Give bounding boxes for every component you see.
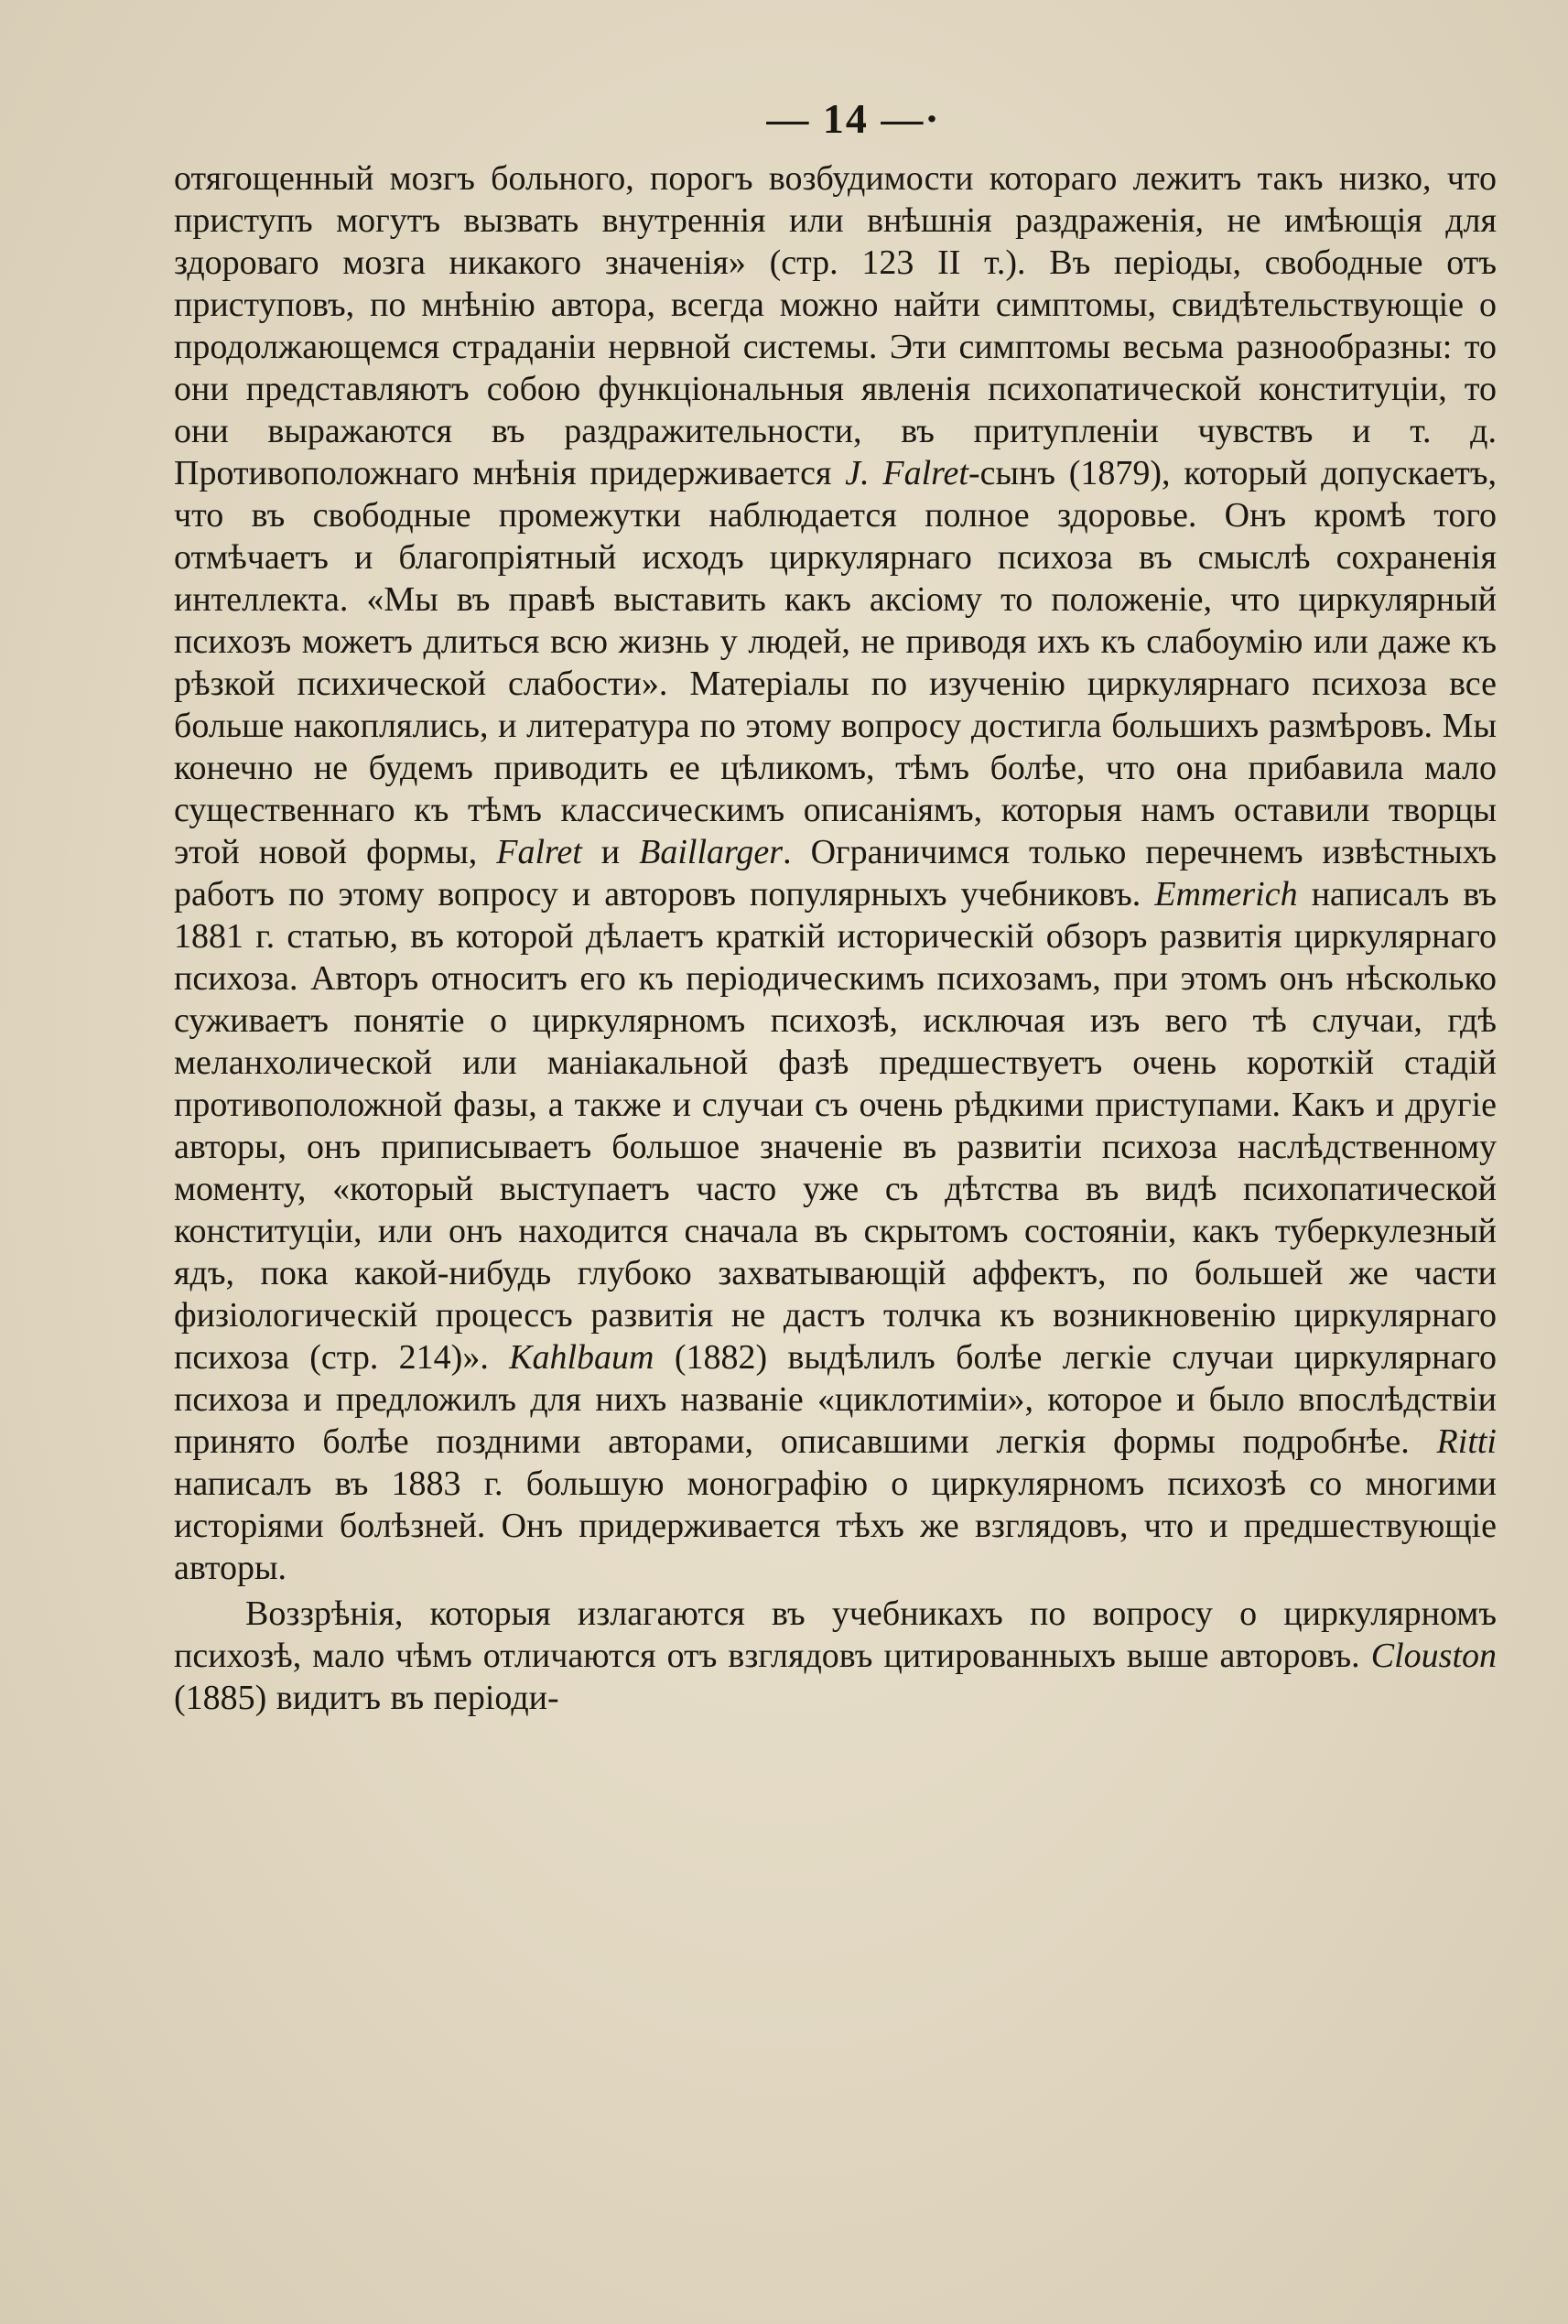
author-name: Falret [496, 833, 582, 871]
author-name: J. Falret [845, 454, 968, 492]
author-name: Emmerich [1154, 875, 1298, 913]
text-run: -сынъ (1879), который допускаетъ, что въ свободные промежутки наблюдается полное здоровье. Онъ кромѣ того отмѣчаетъ и благопріятный исходъ циркулярнаго психоза въ смыслѣ сохраненія интеллекта. «Мы въ правѣ выставить какъ аксіому то положеніе, что циркулярный психозъ можетъ длиться всю жизнь у людей, не приводя ихъ къ слабоумію или даже къ рѣзкой психической слабости». Матеріалы по изученію циркулярнаго психоза все больше накоплялись, и литература по этому вопросу достигла большихъ размѣровъ. Мы конечно не будемъ приводить ее цѣликомъ, тѣмъ болѣе, что она прибавила мало существеннаго къ тѣмъ классическимъ описаніямъ, которыя намъ оставили творцы этой новой формы, [174, 454, 1497, 871]
text-run: отягощенный мозгъ больного, порогъ возбудимости котораго лежитъ такъ низко, что приступъ могутъ вызвать внутреннія или внѣшнія раздраженія, не имѣющія для здороваго мозга никакого значенія» (стр. 123 II т.). Въ періоды, свободные отъ приступовъ, по мнѣнію автора, всегда можно найти симптомы, свидѣтельствующіе о продолжающемся страданіи нервной системы. Эти симптомы весьма разнообразны: то они представляютъ собою функціональныя явленія психопатической конституціи, то они выражаются въ раздражительности, въ притупленіи чувствъ и т. д. Противоположнаго мнѣнія придерживается [174, 159, 1497, 492]
page-number: — 14 —· [766, 95, 941, 142]
paragraph [174, 157, 1497, 1589]
author-name: Kahlbaum [509, 1338, 654, 1377]
author-name: Ritti [1436, 1422, 1497, 1461]
document-page [174, 92, 1497, 2288]
text-run: написалъ въ 1881 г. статью, въ которой дѣлаетъ краткій историческій обзоръ развитія циркулярнаго психоза. Авторъ относитъ его къ періодическимъ психозамъ, при этомъ онъ нѣсколько суживаетъ понятіе о циркулярномъ психозѣ, исключая изъ вего тѣ случаи, гдѣ меланхолической или маніакальной фазѣ предшествуетъ очень короткій стадій противоположной фазы, а также и случаи съ очень рѣдкими приступами. Какъ и другіе авторы, онъ приписываетъ большое значеніе въ развитіи психоза наслѣдственному моменту, «который выступаетъ часто уже съ дѣтства въ видѣ психопатической конституціи, или онъ находится сначала въ скрытомъ состояніи, какъ туберкулезный ядъ, пока какой-нибудь глубоко захватывающій аффектъ, по большей же части физіологическій процессъ развитія не дастъ толчка къ возникновенію циркулярнаго психоза (стр. 214)». [174, 875, 1498, 1377]
text-run: и [581, 833, 640, 871]
author-name: Clouston [1370, 1637, 1497, 1675]
text-run: (1885) видитъ въ періоди- [174, 1679, 559, 1717]
text-run: (1882) выдѣлилъ болѣе легкіе случаи циркулярнаго психоза и предложилъ для нихъ названіе «циклотиміи», которое и было впослѣдствіи принято болѣе поздними авторами, описавшими легкія формы подробнѣе. [174, 1338, 1497, 1461]
author-name: Baillarger [639, 833, 784, 871]
text-run: написалъ въ 1883 г. большую монографію о циркулярномъ психозѣ со многими исторіями болѣзней. Онъ придерживается тѣхъ же взглядовъ, что и предшествующіе авторы. [174, 1465, 1497, 1587]
text-run: . Ограничимся только перечнемъ извѣстныхъ работъ по этому вопросу и авторовъ популярныхъ учебниковъ. [174, 833, 1498, 913]
paragraph [174, 1593, 1497, 1719]
text-run: Воззрѣнія, которыя излагаются въ учебникахъ по вопросу о циркулярномъ психозѣ, мало чѣмъ отличаются отъ взглядовъ цитированныхъ выше авторовъ. [174, 1594, 1497, 1675]
body-text [174, 157, 1497, 1719]
